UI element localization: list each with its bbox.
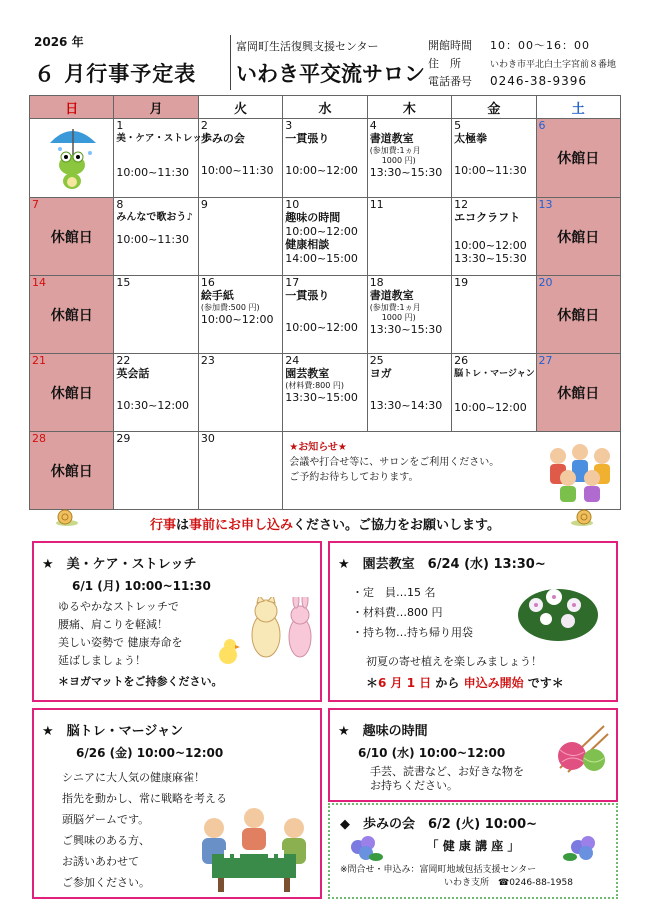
- closed-label: 休館日: [557, 386, 600, 402]
- gardening-application: [366, 674, 564, 691]
- mahjong-box: [32, 708, 322, 899]
- page-title: ６ 月行事予定表: [34, 62, 197, 86]
- closed-label: 休館日: [557, 151, 600, 167]
- day-cell-closed: [536, 354, 620, 432]
- app-part: から: [431, 676, 464, 690]
- event-time: 10:00~11:30: [116, 166, 190, 179]
- gardening-line: ・定 員…15 名: [352, 586, 436, 599]
- day-number: 11: [369, 198, 384, 211]
- day-number: 19: [454, 276, 469, 289]
- event-time: 13:30~14:30: [369, 399, 443, 412]
- hobby-box: [328, 708, 618, 802]
- gardening-line: ・持ち物…持ち帰り用袋: [352, 626, 473, 639]
- mahjong-date: 6/26 (金) 10:00~12:00: [76, 746, 224, 760]
- event-note: 1000 円): [381, 313, 416, 322]
- day-cell-closed: [30, 354, 114, 432]
- day-cell: [367, 276, 451, 354]
- calendar-table: [29, 95, 621, 510]
- event-name: 書道教室: [369, 289, 414, 302]
- stretching-animals-icon: [216, 597, 316, 667]
- notice-line: 会議や打合せ等に、サロンをご利用ください。: [289, 457, 500, 468]
- day-number: 3: [285, 119, 293, 132]
- event-note: (参加費:1ヵ月: [369, 303, 421, 312]
- weekday-sat: 土: [536, 96, 620, 119]
- day-number: 5: [454, 119, 462, 132]
- phone-info: [428, 73, 587, 89]
- event-name: 絵手紙: [200, 289, 234, 302]
- stretch-box: [32, 541, 322, 702]
- address-info: [428, 55, 616, 71]
- walking-contact-branch: いわき支所 ☎0246-88-1958: [444, 878, 573, 888]
- event-time: 13:30~15:00: [285, 391, 358, 404]
- day-number: 9: [200, 198, 208, 211]
- day-number: 22: [116, 354, 131, 367]
- day-cell: [114, 354, 198, 432]
- day-cell: [452, 119, 536, 198]
- mahjong-title: ★ 脳トレ・マージャン: [42, 724, 184, 739]
- banner-part: 行事: [149, 518, 176, 533]
- gardening-box: [328, 541, 618, 702]
- day-cell: [198, 432, 282, 510]
- notice-heading: ★お知らせ★: [289, 442, 347, 453]
- day-cell-closed: [30, 276, 114, 354]
- day-number: 16: [200, 276, 215, 289]
- stretch-line: ゆるやかなストレッチで: [58, 600, 179, 613]
- day-cell-closed: [536, 119, 620, 198]
- day-cell: [452, 354, 536, 432]
- day-cell: [367, 354, 451, 432]
- day-cell-closed: [30, 198, 114, 276]
- event-name: 趣味の時間: [285, 211, 341, 224]
- day-number: 24: [285, 354, 300, 367]
- event-time: 13:30~15:30: [454, 252, 527, 265]
- stretch-note: ＊ヨガマットをご持参ください。: [58, 675, 223, 688]
- day-number: 21: [32, 354, 46, 367]
- day-number: 27: [538, 354, 553, 367]
- stretch-title: ★ 美・ケア・ストレッチ: [42, 557, 197, 572]
- day-cell: [452, 276, 536, 354]
- phone-value: 0246-38-9396: [490, 74, 588, 88]
- stretch-line: 腰痛、肩こりを軽減！: [58, 618, 168, 631]
- gardening-details: [352, 583, 473, 643]
- event-time: 13:30~15:30: [369, 323, 443, 336]
- day-cell: [283, 276, 367, 354]
- notice-line: ご予約お待ちしております。: [289, 472, 419, 483]
- event-name: ヨガ: [369, 367, 392, 380]
- banner-part: ください。ご協力をお願いします。: [293, 518, 500, 533]
- event-name: 一貫張り: [285, 289, 330, 302]
- hobby-title: ★ 趣味の時間: [338, 724, 428, 739]
- weekday-header-row: [30, 96, 621, 119]
- day-number: 1: [116, 119, 124, 132]
- day-number: 29: [116, 432, 131, 445]
- address-value: いわき市平北白土字宮前８番地: [490, 60, 617, 70]
- app-part: ＊: [366, 676, 379, 690]
- day-cell: [114, 432, 198, 510]
- address-label: 住 所: [428, 57, 461, 70]
- day-cell-empty: [30, 119, 114, 198]
- weekday-sun: 日: [30, 96, 114, 119]
- day-cell: [114, 198, 198, 276]
- weekday-mon: 月: [114, 96, 198, 119]
- day-number: 6: [538, 119, 546, 132]
- hours-info: [428, 37, 590, 53]
- closed-label: 休館日: [50, 464, 93, 480]
- day-cell-closed: [30, 432, 114, 510]
- flower-pot-icon: [516, 575, 600, 645]
- org-name: 富岡町生活復興支援センター: [236, 40, 379, 53]
- stretch-line: 美しい姿勢で 健康寿命を: [58, 636, 183, 649]
- event-time: 10:00~12:00: [454, 239, 527, 252]
- hours-value: 10：00～16：00: [490, 39, 590, 52]
- stretch-text: [58, 598, 183, 670]
- day-cell: [198, 119, 282, 198]
- reservation-banner: [0, 514, 650, 533]
- hobby-text: [370, 765, 524, 793]
- day-number: 26: [454, 354, 469, 367]
- hydrangea-icon: [344, 833, 384, 863]
- event-name: みんなで歌おう♪: [116, 212, 193, 223]
- hobby-date: 6/10 (水) 10:00~12:00: [358, 746, 506, 760]
- event-note: (材料費:800 円): [285, 381, 345, 390]
- day-cell: [283, 119, 367, 198]
- header-divider: [230, 35, 231, 90]
- banner-part: は: [176, 518, 190, 533]
- event-name: 脳トレ・マージャン: [454, 369, 535, 379]
- app-part: 申込み開始: [463, 676, 524, 690]
- day-number: 15: [116, 276, 131, 289]
- hydrangea-icon: [562, 833, 602, 863]
- day-number: 13: [538, 198, 553, 211]
- closed-label: 休館日: [50, 386, 93, 402]
- event-note: (参加費:500 円): [200, 303, 260, 312]
- event-name: エコクラフト: [454, 211, 521, 224]
- day-cell-closed: [536, 276, 620, 354]
- mahjong-line: 指先を動かし、常に戦略を考える: [62, 792, 227, 805]
- event-name: 書道教室: [369, 132, 414, 145]
- phone-label: 電話番号: [428, 75, 472, 88]
- event-name: 一貫張り: [285, 132, 330, 145]
- day-number: 7: [32, 198, 39, 211]
- week-row: [30, 276, 621, 354]
- day-number: 23: [200, 354, 215, 367]
- mahjong-line: ご参加ください。: [62, 876, 150, 889]
- day-number: 14: [32, 276, 46, 289]
- day-number: 18: [369, 276, 384, 289]
- day-number: 4: [369, 119, 377, 132]
- day-number: 25: [369, 354, 384, 367]
- year-label: 2026 年: [34, 35, 84, 49]
- walking-title: ◆ 歩みの会 6/2 (火) 10:00~: [340, 817, 538, 832]
- day-cell-closed: [536, 198, 620, 276]
- event-time: 10:00~12:00: [285, 164, 358, 177]
- mahjong-line: お誘いあわせて: [62, 855, 139, 868]
- event-time: 14:00~15:00: [285, 252, 358, 265]
- mahjong-line: 頭脳ゲームです。: [62, 813, 150, 826]
- day-number: 30: [200, 432, 215, 445]
- day-number: 17: [285, 276, 300, 289]
- gardening-line: ・材料費…800 円: [352, 606, 443, 619]
- day-cell: [367, 119, 451, 198]
- week-row: [30, 354, 621, 432]
- day-cell: [283, 198, 367, 276]
- stretch-date: 6/1 (月) 10:00~11:30: [72, 579, 211, 593]
- day-cell: [114, 119, 212, 198]
- hours-label: 開館時間: [428, 39, 472, 52]
- week-row: [30, 432, 621, 510]
- event-time: 10:00~12:00: [200, 313, 274, 326]
- weekday-thu: 木: [367, 96, 451, 119]
- event-time: 10:00~11:30: [454, 164, 527, 177]
- event-time: 10:00~12:00: [285, 321, 358, 334]
- closed-label: 休館日: [557, 308, 600, 324]
- stretch-line: 延ばしましょう！: [58, 654, 146, 667]
- event-note: (参加費:1ヵ月: [369, 146, 421, 155]
- day-cell: [283, 354, 367, 432]
- event-time: 10:00~12:00: [285, 225, 358, 238]
- walking-subtitle: 「 健 康 講 座 」: [426, 839, 520, 853]
- snail-icon: [570, 508, 594, 526]
- event-note: 1000 円): [381, 156, 416, 165]
- day-number: 8: [116, 198, 124, 211]
- day-cell: [367, 198, 451, 276]
- day-cell: [198, 198, 282, 276]
- gardening-title: ★ 園芸教室 6/24 (水) 13:30~: [338, 557, 546, 572]
- event-time: 10:30~12:00: [116, 399, 190, 412]
- event-time: 10:00~11:30: [200, 164, 274, 177]
- gardening-desc: 初夏の寄せ植えを楽しみましょう！: [366, 655, 542, 668]
- salon-name: いわき平交流サロン: [236, 62, 425, 86]
- mahjong-line: シニアに大人気の健康麻雀！: [62, 771, 205, 784]
- day-number: 28: [32, 432, 46, 445]
- closed-label: 休館日: [50, 230, 93, 246]
- mahjong-line: ご興味のある方、: [62, 834, 150, 847]
- banner-part: 事前にお申し込み: [189, 518, 294, 533]
- hobby-line: 手芸、読書など、お好きな物を: [370, 765, 524, 778]
- week-row: [30, 198, 621, 276]
- event-name: 歩みの会: [200, 132, 245, 145]
- day-cell: [114, 276, 198, 354]
- day-number: 2: [200, 119, 208, 132]
- walking-contact: ※問合せ・申込み：富岡町地域包括支援センター: [340, 865, 537, 875]
- app-part: です＊: [523, 676, 564, 690]
- event-time: 13:30~15:30: [369, 166, 443, 179]
- closed-label: 休館日: [557, 230, 600, 246]
- weekday-wed: 水: [283, 96, 367, 119]
- day-cell: [198, 354, 282, 432]
- walking-club-box: [328, 803, 618, 899]
- day-number: 10: [285, 198, 300, 211]
- week-row: [30, 119, 621, 198]
- day-cell: [452, 198, 536, 276]
- frog-umbrella-icon: [30, 119, 114, 194]
- event-name: 美・ケア・ストレッチ: [116, 133, 212, 144]
- event-name: 園芸教室: [285, 367, 330, 380]
- hobby-line: お持ちください。: [370, 779, 458, 792]
- yarn-ball-icon: [554, 724, 610, 774]
- day-number: 20: [538, 276, 553, 289]
- event-name: 英会話: [116, 367, 150, 380]
- event-time: 10:00~11:30: [116, 233, 190, 246]
- event-name: 太極拳: [454, 132, 488, 145]
- group-people-icon: [544, 438, 616, 504]
- event-time: 10:00~12:00: [454, 401, 527, 414]
- app-part: 6 月 1 日: [378, 676, 432, 690]
- weekday-tue: 火: [198, 96, 282, 119]
- day-number: 12: [454, 198, 469, 211]
- event-name: 健康相談: [285, 238, 330, 251]
- closed-label: 休館日: [50, 308, 93, 324]
- weekday-fri: 金: [452, 96, 536, 119]
- notice-cell: [283, 432, 621, 510]
- day-cell: [198, 276, 282, 354]
- mahjong-players-icon: [194, 806, 314, 892]
